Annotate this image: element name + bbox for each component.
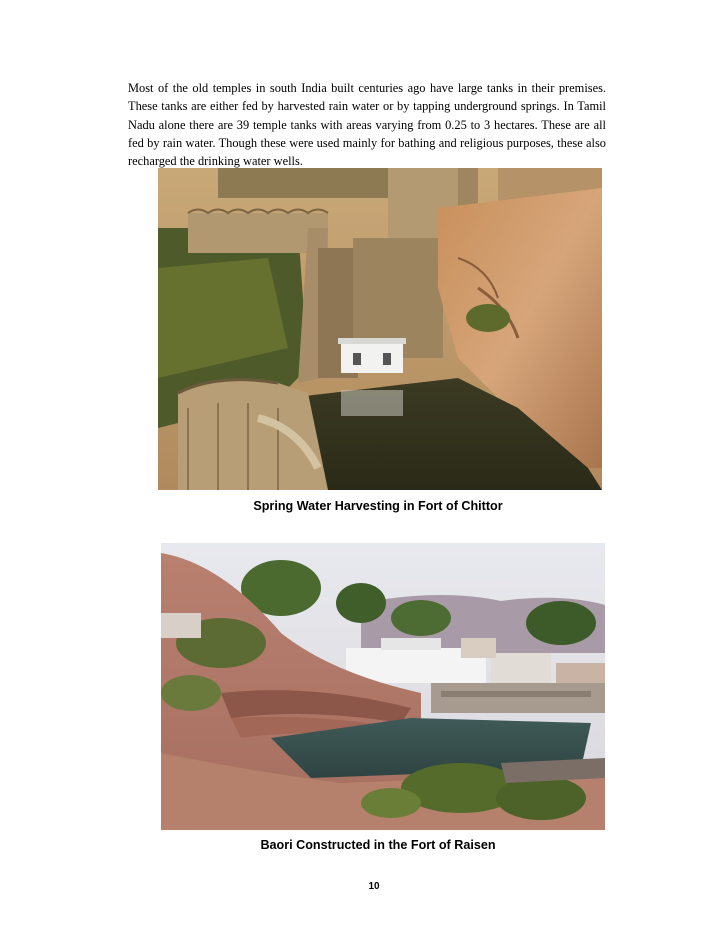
raisen-baori-photo	[161, 543, 605, 830]
raisen-photo-caption: Baori Constructed in the Fort of Raisen	[260, 838, 496, 852]
page-number: 10	[368, 881, 380, 892]
chittor-photo-caption: Spring Water Harvesting in Fort of Chittor	[253, 499, 503, 513]
chittor-fort-photo	[158, 168, 602, 490]
body-paragraph: Most of the old temples in south India built centuries ago have large tanks in their premises. These tanks are either fed by harvested rain water or by tapping underground springs. In Tamil Nadu alone there are 39 temple tanks with areas varying from 0.25 to 3 hectares. These are all fed by rain water. Though these were used mainly for bathing and religious purposes, these also recharged the drinking water wells.	[128, 81, 606, 169]
